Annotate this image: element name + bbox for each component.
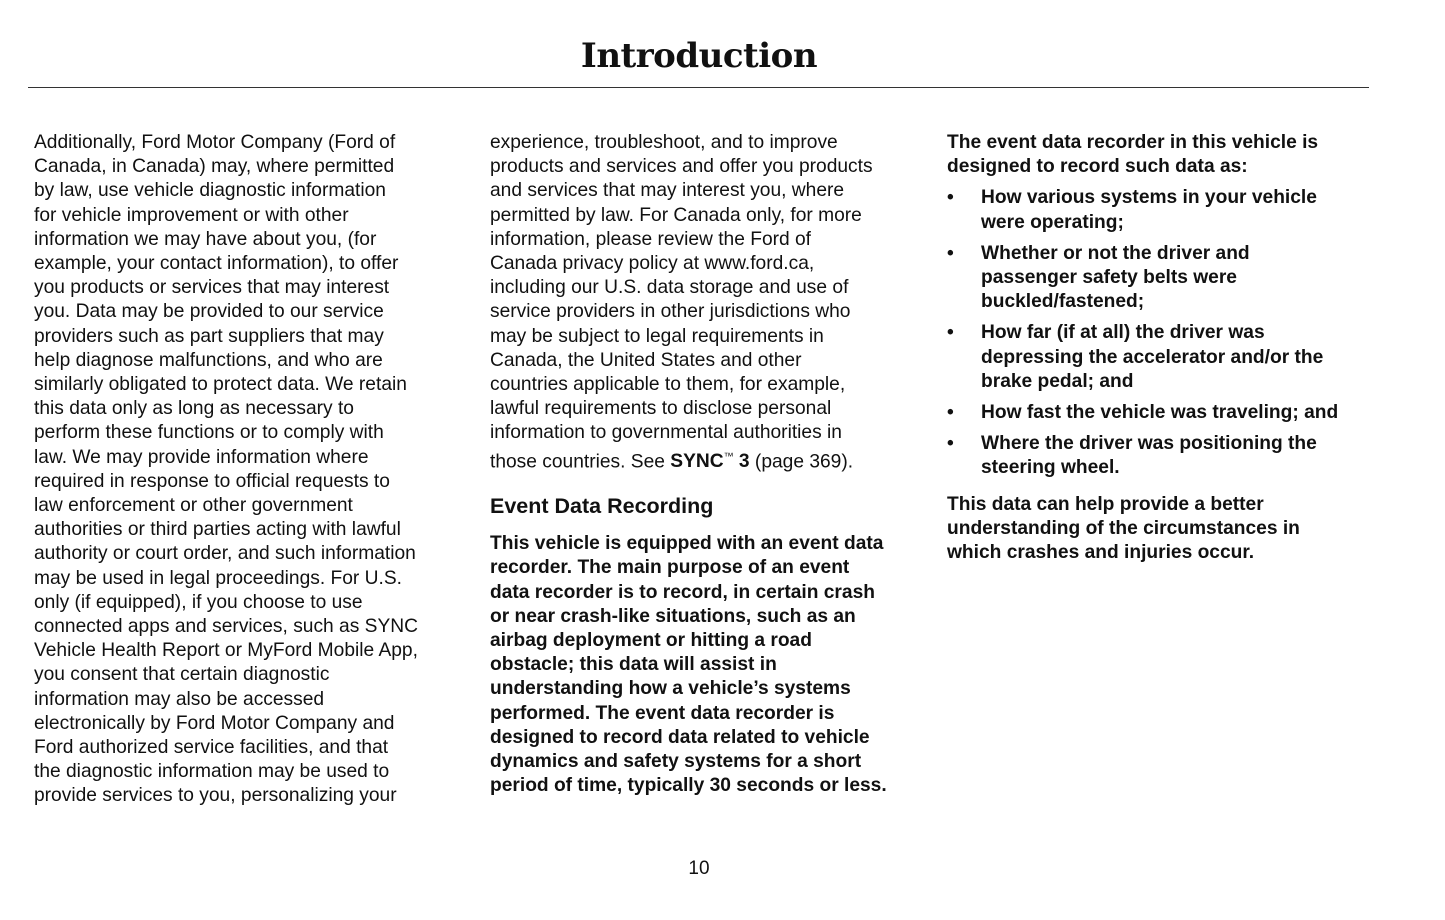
closing-paragraph	[947, 493, 1369, 566]
text-line: perform these functions or to comply with	[34, 422, 384, 444]
header-divider	[28, 87, 1369, 88]
column-2	[490, 131, 910, 798]
text-line: Whether or not the driver and	[981, 242, 1250, 264]
event-data-paragraph	[490, 532, 910, 798]
text-line: connected apps and services, such as SYNC	[34, 616, 418, 638]
bullet-icon: •	[947, 322, 954, 344]
bullet-icon: •	[947, 402, 954, 424]
text-line: How various systems in your vehicle	[981, 187, 1317, 209]
text-line: which crashes and injuries occur.	[947, 542, 1255, 564]
text-line: provide services to you, personalizing your	[34, 785, 397, 807]
text-line: Vehicle Health Report or MyFord Mobile App,	[34, 640, 418, 662]
text-line: lawful requirements to disclose personal	[490, 398, 832, 420]
text-line: providers such as part suppliers that may	[34, 325, 384, 347]
page-reference: (page 369).	[749, 451, 854, 473]
sync-reference-link[interactable]	[670, 451, 749, 472]
text-line: may be subject to legal requirements in	[490, 325, 824, 347]
text-line: Where the driver was positioning the	[981, 433, 1317, 455]
recorded-data-list	[947, 186, 1369, 480]
bullet-icon: •	[947, 242, 954, 264]
text-line: authorities or third parties acting with lawful	[34, 519, 401, 541]
sync-link-text: SYNC	[670, 451, 724, 473]
text-line: including our U.S. data storage and use of	[490, 277, 849, 299]
text-line: only (if equipped), if you choose to use	[34, 591, 363, 613]
text-line: obstacle; this data will assist in	[490, 654, 777, 676]
text-line: airbag deployment or hitting a road	[490, 630, 812, 652]
text-line: information, please review the Ford of	[490, 228, 812, 250]
text-line: service providers in other jurisdictions who	[490, 301, 851, 323]
text-line: steering wheel.	[981, 457, 1120, 479]
trademark-symbol: ™	[723, 451, 734, 463]
text-line: period of time, typically 30 seconds or less.	[490, 775, 887, 797]
text-line: authority or court order, and such information	[34, 543, 416, 565]
text-line: designed to record data related to vehicle	[490, 726, 870, 748]
sync-link-version: 3	[733, 451, 750, 473]
text-line: buckled/fastened;	[981, 291, 1145, 313]
text-line: example, your contact information), to offer	[34, 253, 399, 275]
text-line: law enforcement or other government	[34, 495, 353, 517]
page-title: Introduction	[580, 36, 818, 76]
text-line: the diagnostic information may be used to	[34, 761, 390, 783]
text-line: law. We may provide information where	[34, 446, 369, 468]
text-line: Canada privacy policy at www.ford.ca,	[490, 253, 815, 275]
text-line: Canada, in Canada) may, where permitted	[34, 156, 395, 178]
text-line: depressing the accelerator and/or the	[981, 346, 1324, 368]
text-line: This data can help provide a better	[947, 493, 1264, 515]
column-3	[947, 131, 1369, 565]
text-line: Additionally, Ford Motor Company (Ford of	[34, 132, 396, 153]
list-item	[947, 321, 1369, 394]
text-line: were operating;	[981, 211, 1124, 233]
text-line: The event data recorder in this vehicle is	[947, 132, 1319, 153]
text-line: may be used in legal proceedings. For U.S.	[34, 567, 402, 589]
text-line: electronically by Ford Motor Company and	[34, 712, 395, 734]
text-line: and services that may interest you, where	[490, 180, 845, 202]
recorder-intro-paragraph	[947, 131, 1369, 179]
text-line: experience, troubleshoot, and to improve	[490, 132, 838, 153]
text-line: designed to record such data as:	[947, 156, 1248, 178]
text-line-with-reference	[490, 446, 910, 475]
text-line: information may also be accessed	[34, 688, 325, 710]
text-line: you. Data may be provided to our service	[34, 301, 384, 323]
bullet-icon: •	[947, 433, 954, 455]
text-line: you consent that certain diagnostic	[34, 664, 330, 686]
bullet-icon: •	[947, 187, 954, 209]
section-heading-event-data-recording: Event Data Recording	[490, 494, 714, 519]
column-1	[34, 131, 452, 809]
text-line: permitted by law. For Canada only, for more	[490, 204, 862, 226]
text-line: understanding how a vehicle’s systems	[490, 678, 851, 700]
page-number: 10	[688, 858, 710, 879]
text-line: This vehicle is equipped with an event data	[490, 533, 884, 555]
text-line: How fast the vehicle was traveling; and	[981, 402, 1339, 424]
text-line: How far (if at all) the driver was	[981, 322, 1265, 344]
text-line: Ford authorized service facilities, and that	[34, 737, 389, 759]
list-item	[947, 242, 1369, 315]
text-line: countries applicable to them, for example,	[490, 374, 846, 396]
text-line: brake pedal; and	[981, 370, 1134, 392]
diagnostic-info-paragraph	[34, 131, 452, 809]
list-item	[947, 186, 1369, 234]
text-line: Canada, the United States and other	[490, 349, 802, 371]
text-line: dynamics and safety systems for a short	[490, 751, 862, 773]
text-line: you products or services that may interest	[34, 277, 390, 299]
list-item	[947, 401, 1369, 425]
text-line: data recorder is to record, in certain crash	[490, 581, 875, 603]
privacy-paragraph	[490, 131, 910, 474]
text-line: information we may have about you, (for	[34, 228, 377, 250]
text-line: for vehicle improvement or with other	[34, 204, 349, 226]
text-line: performed. The event data recorder is	[490, 702, 835, 724]
text-line: this data only as long as necessary to	[34, 398, 354, 420]
text-line: or near crash-like situations, such as an	[490, 605, 856, 627]
list-item	[947, 432, 1369, 480]
text-line: products and services and offer you products	[490, 156, 873, 178]
text-line: passenger safety belts were	[981, 267, 1237, 289]
text-fragment: those countries. See	[490, 451, 671, 473]
text-line: understanding of the circumstances in	[947, 517, 1300, 539]
text-line: recorder. The main purpose of an event	[490, 557, 850, 579]
text-line: information to governmental authorities in	[490, 422, 842, 444]
text-line: by law, use vehicle diagnostic information	[34, 180, 386, 202]
text-line: help diagnose malfunctions, and who are	[34, 349, 383, 371]
text-line: similarly obligated to protect data. We retain	[34, 374, 407, 396]
text-line: required in response to official requests to	[34, 470, 390, 492]
